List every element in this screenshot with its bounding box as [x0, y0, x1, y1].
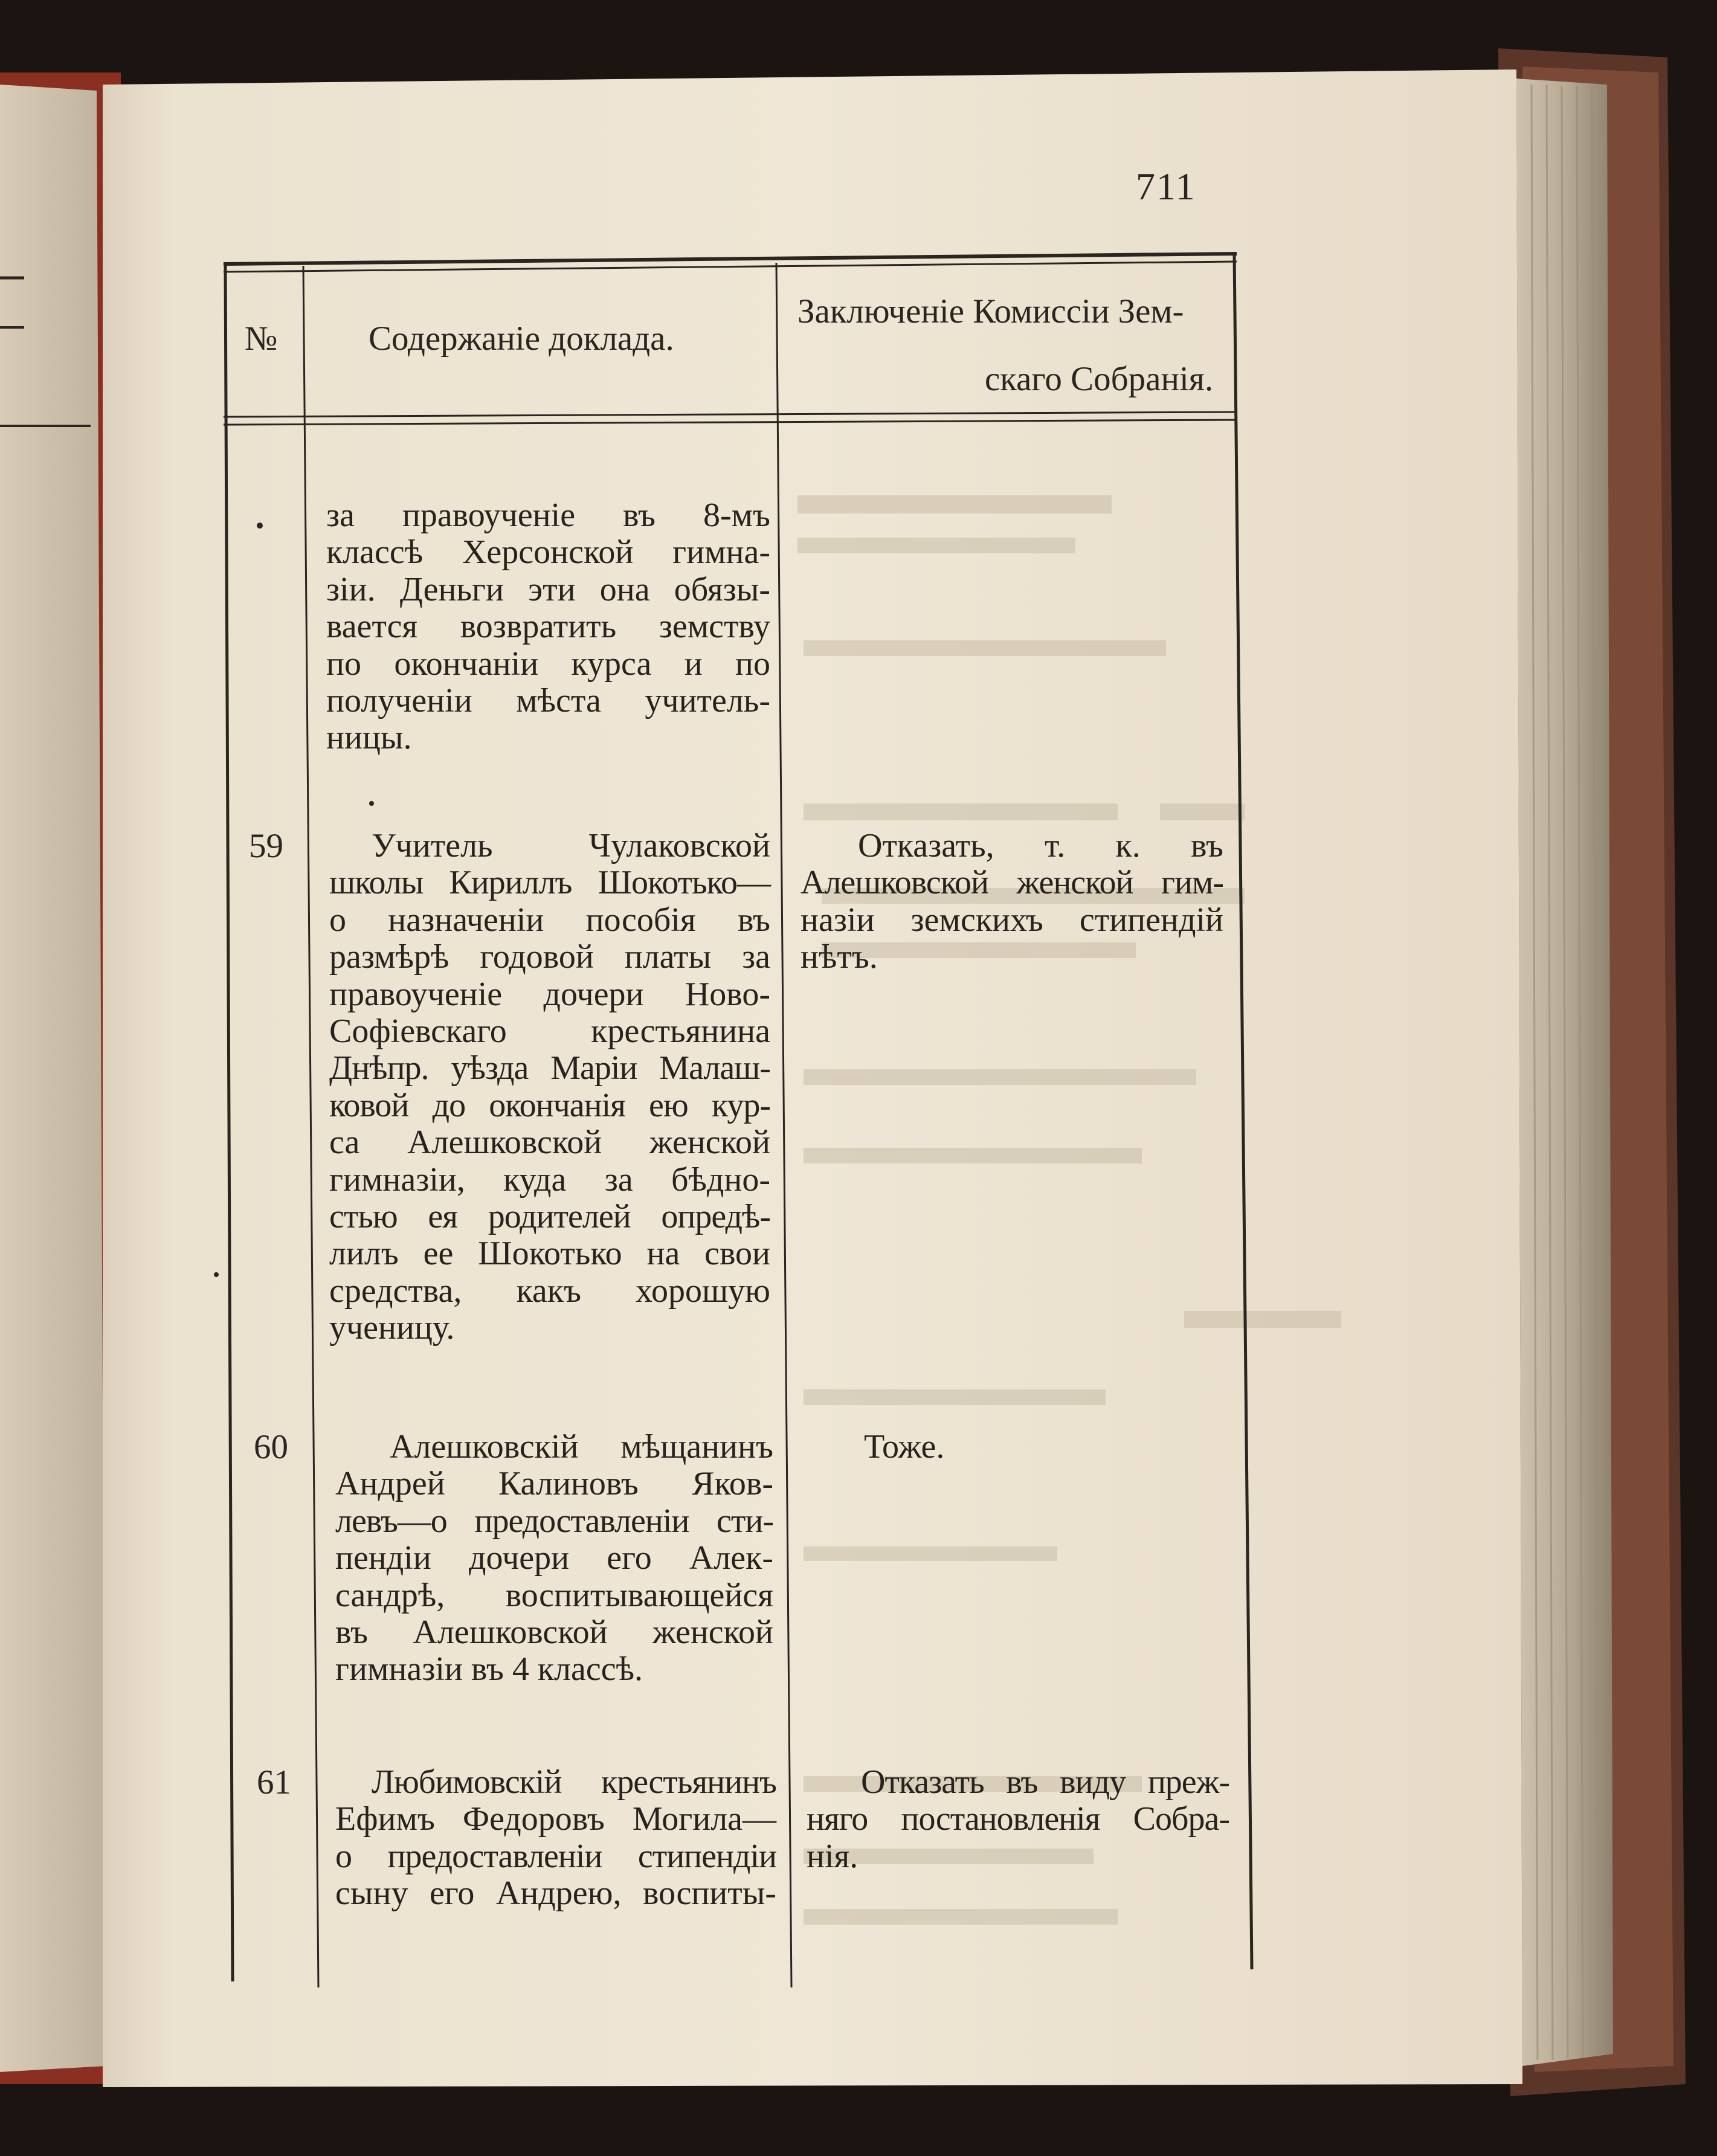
content-line: Андрей Калиновъ Яков- [335, 1465, 773, 1503]
content-line: Днѣпр. уѣзда Маріи Малаш- [329, 1049, 770, 1087]
header-content: Содержаніе доклада. [369, 320, 674, 358]
content-line: вается возвратить земству [326, 608, 770, 646]
content-line: о назначеніи пособія въ [329, 901, 770, 939]
conclusion-line: няго постановленія Собра- [807, 1800, 1229, 1838]
content-line: лилъ ее Шокотько на свои [329, 1235, 770, 1273]
header-conclusion-line-2: скаго Собранія. [985, 360, 1214, 398]
header-conclusion [797, 278, 1226, 413]
content-line: сандрѣ, воспитывающейся [335, 1576, 773, 1614]
content-line: ницы. [326, 719, 412, 757]
content-line: средства, какъ хорошую [329, 1272, 770, 1310]
content-line: ковой до окончанія ею кур- [329, 1086, 770, 1124]
content-line: сыну его Андрею, воспиты- [335, 1874, 776, 1913]
table-row-61-conclusion [807, 1764, 1229, 1875]
row-number-60: 60 [254, 1428, 288, 1466]
content-line: Любимовскій крестьянинъ [372, 1763, 776, 1801]
content-line: Софіевскаго крестьянина [329, 1012, 770, 1050]
header-number: № [245, 320, 278, 358]
content-line: пендіи дочери его Алек- [335, 1539, 773, 1577]
page-number: 711 [1136, 165, 1196, 208]
content-line: школы Кириллъ Шокотько— [329, 864, 770, 902]
content-line: зіи. Деньги эти она обязы- [326, 570, 770, 608]
conclusion-line: Отказать въ виду преж- [861, 1763, 1229, 1801]
conclusion-line: нѣтъ. [801, 938, 878, 976]
header-conclusion-line-1: Заключеніе Комиссіи Зем- [797, 292, 1184, 330]
table-row-59-conclusion [801, 828, 1223, 976]
table-row-60-conclusion [864, 1429, 1166, 1466]
row-number-59: 59 [249, 827, 283, 865]
content-line: за правоученіе въ 8-мъ [326, 497, 770, 534]
table-row-continuation [326, 497, 770, 757]
conclusion-line: назіи земскихъ стипендій [801, 901, 1223, 939]
conclusion-line: нія. [807, 1837, 858, 1875]
content-line: Ефимъ Федоровъ Могила— [335, 1800, 776, 1838]
content-line: са Алешковской женской [329, 1124, 770, 1162]
table-row-61-content [335, 1764, 776, 1913]
content-line: левъ—о предоставленіи сти- [335, 1502, 773, 1540]
content-line: гимназіи въ 4 классѣ. [335, 1650, 643, 1688]
content-line: правоученіе дочери Ново- [329, 975, 770, 1013]
content-line: въ Алешковской женской [335, 1613, 773, 1651]
conclusion-line: Тоже. [864, 1428, 945, 1466]
content-line: стью ея родителей опредѣ- [329, 1197, 770, 1235]
content-line: по окончаніи курса и по [326, 645, 770, 683]
content-line: гимназіи, куда за бѣдно- [329, 1160, 770, 1199]
table-row-59-content [329, 828, 770, 1347]
conclusion-line: Отказать, т. к. въ [858, 827, 1223, 864]
content-line: размѣрѣ годовой платы за [329, 938, 770, 976]
content-line: ученицу. [329, 1309, 455, 1347]
content-line: о предоставленіи стипендіи [335, 1837, 776, 1875]
content-line: Учитель Чулаковской [372, 827, 770, 864]
conclusion-line: Алешковской женской гим- [801, 864, 1223, 902]
table-row-60-content [335, 1429, 773, 1688]
content-line: полученіи мѣста учитель- [326, 681, 770, 719]
content-line: Алешковскій мѣщанинъ [390, 1428, 773, 1466]
content-line: классѣ Херсонской гимна- [326, 533, 770, 571]
row-number-61: 61 [257, 1763, 291, 1801]
